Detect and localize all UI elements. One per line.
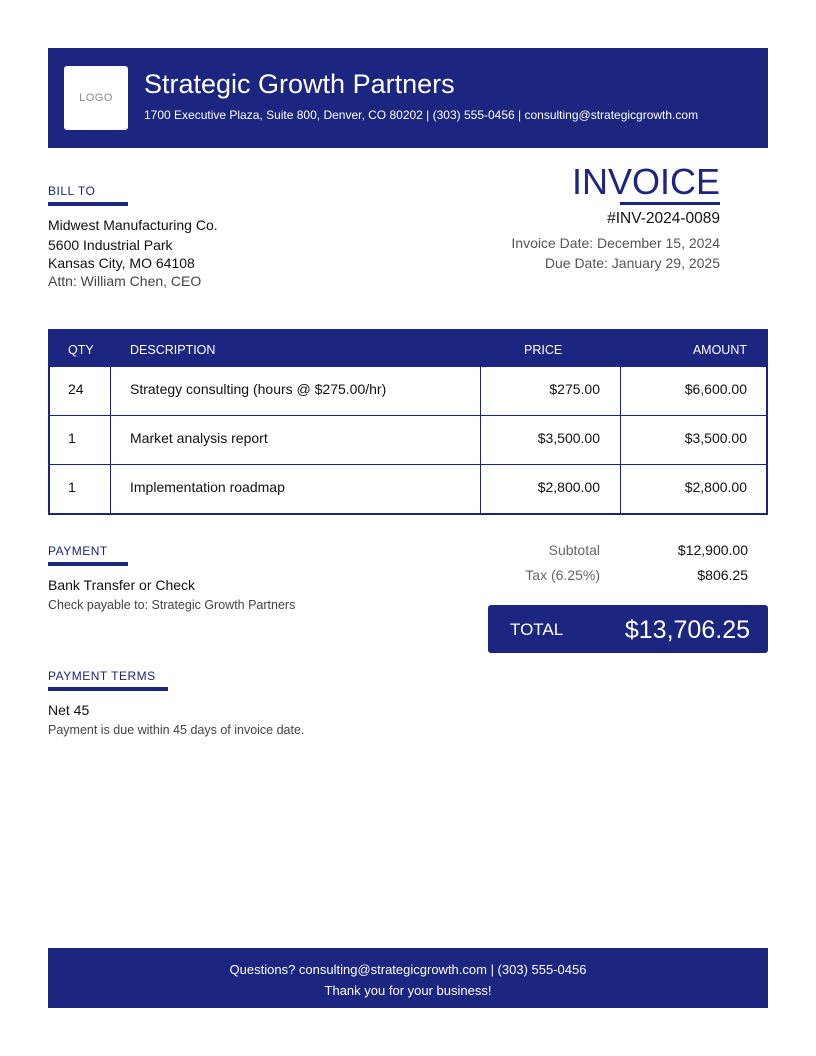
client-address-line1: 5600 Industrial Park xyxy=(48,237,173,253)
row-amount: $3,500.00 xyxy=(684,430,747,446)
client-address-line2: Kansas City, MO 64108 xyxy=(48,255,195,271)
invoice-header xyxy=(48,48,768,148)
row-qty: 1 xyxy=(68,430,76,446)
payment-term: Net 45 xyxy=(48,702,90,718)
subtotal-label: Subtotal xyxy=(548,542,600,558)
bill-to-underline xyxy=(48,202,128,206)
total-box xyxy=(488,605,768,653)
company-logo: LOGO xyxy=(64,66,128,130)
row-description: Implementation roadmap xyxy=(130,479,285,495)
table-row xyxy=(50,464,766,513)
invoice-title-underline xyxy=(620,202,720,205)
row-qty: 1 xyxy=(68,479,76,495)
invoice-number: #INV-2024-0089 xyxy=(607,210,720,227)
payment-method: Bank Transfer or Check xyxy=(48,577,196,593)
invoice-footer xyxy=(48,948,768,1008)
invoice-date: Invoice Date: December 15, 2024 xyxy=(511,235,720,251)
total-value: $13,706.25 xyxy=(624,616,750,644)
payment-terms-note: Payment is due within 45 days of invoice date. xyxy=(48,723,305,737)
row-description: Market analysis report xyxy=(130,430,268,446)
row-price: $2,800.00 xyxy=(537,479,600,495)
bill-to-label: BILL TO xyxy=(48,184,96,198)
row-price: $3,500.00 xyxy=(537,430,600,446)
payment-label: PAYMENT xyxy=(48,544,108,558)
footer-contact: Questions? consulting@strategicgrowth.com | (303) 555-0456 xyxy=(229,962,587,977)
company-name: Strategic Growth Partners xyxy=(144,69,455,99)
invoice-title: INVOICE xyxy=(571,161,720,202)
total-label: TOTAL xyxy=(510,620,564,639)
qty-header: QTY xyxy=(68,343,94,357)
subtotal-value: $12,900.00 xyxy=(677,542,748,558)
payment-terms-label: PAYMENT TERMS xyxy=(48,669,156,683)
price-header: PRICE xyxy=(524,343,563,357)
client-attn: Attn: William Chen, CEO xyxy=(48,273,202,289)
footer-thanks: Thank you for your business! xyxy=(324,983,492,998)
client-name: Midwest Manufacturing Co. xyxy=(48,217,218,233)
table-header xyxy=(50,331,766,367)
invoice-due-date: Due Date: January 29, 2025 xyxy=(544,255,720,271)
table-row xyxy=(50,367,766,415)
payment-underline xyxy=(48,562,128,566)
payment-terms-underline xyxy=(48,687,168,691)
row-amount: $6,600.00 xyxy=(684,381,747,397)
description-header: DESCRIPTION xyxy=(130,343,216,357)
row-qty: 24 xyxy=(68,381,84,397)
payment-note: Check payable to: Strategic Growth Partners xyxy=(48,598,296,612)
row-amount: $2,800.00 xyxy=(684,479,747,495)
tax-label: Tax (6.25%) xyxy=(525,567,600,583)
row-description: Strategy consulting (hours @ $275.00/hr) xyxy=(130,381,387,397)
line-items-table xyxy=(48,329,768,515)
row-price: $275.00 xyxy=(549,381,600,397)
table-row xyxy=(50,415,766,464)
tax-value: $806.25 xyxy=(697,567,748,583)
amount-header: AMOUNT xyxy=(692,343,747,357)
company-contact-info: 1700 Executive Plaza, Suite 800, Denver, CO 80202 | (303) 555-0456 | consulting@strategicgrowth.com xyxy=(144,108,699,122)
